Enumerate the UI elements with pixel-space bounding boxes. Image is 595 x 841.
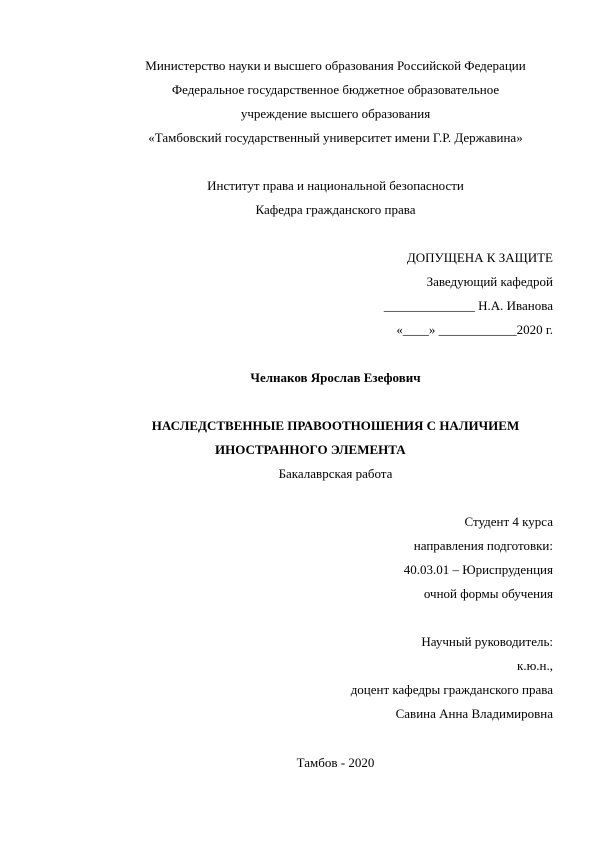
author-name: Челнаков Ярослав Езефович [250, 370, 421, 385]
approval-signature-line: ______________ Н.А. Иванова [383, 298, 553, 313]
student-course: Студент 4 курса [464, 514, 553, 529]
student-form: очной формы обучения [423, 586, 553, 601]
student-direction-label: направления подготовки: [413, 538, 553, 553]
approval-role: Заведующий кафедрой [426, 274, 553, 289]
supervisor-position: доцент кафедры гражданского права [350, 682, 553, 697]
thesis-type: Бакалаврская работа [278, 466, 393, 481]
thesis-title-line-2: ИНОСТРАННОГО ЭЛЕМЕНТА [215, 442, 406, 457]
supervisor-name: Савина Анна Владимировна [395, 706, 553, 721]
institution-line-1: Федеральное государственное бюджетное образовательное [171, 82, 500, 97]
approval-status: ДОПУЩЕНА К ЗАЩИТЕ [406, 250, 553, 265]
supervisor-label: Научный руководитель: [421, 634, 553, 649]
ministry-line: Министерство науки и высшего образования Российской Федерации [145, 58, 526, 73]
institute-line: Институт права и национальной безопасности [207, 178, 464, 193]
university-line: «Тамбовский государственный университет имени Г.Р. Державина» [148, 130, 523, 145]
chair-line: Кафедра гражданского права [255, 202, 416, 217]
city-year: Тамбов - 2020 [296, 755, 375, 770]
institution-line-2: учреждение высшего образования [240, 106, 431, 121]
student-direction: 40.03.01 – Юриспруденция [403, 562, 553, 577]
approval-date-line: «____» ____________2020 г. [396, 322, 553, 337]
thesis-title-line-1: НАСЛЕДСТВЕННЫЕ ПРАВООТНОШЕНИЯ С НАЛИЧИЕМ [151, 418, 520, 433]
supervisor-degree: к.ю.н., [517, 658, 553, 673]
